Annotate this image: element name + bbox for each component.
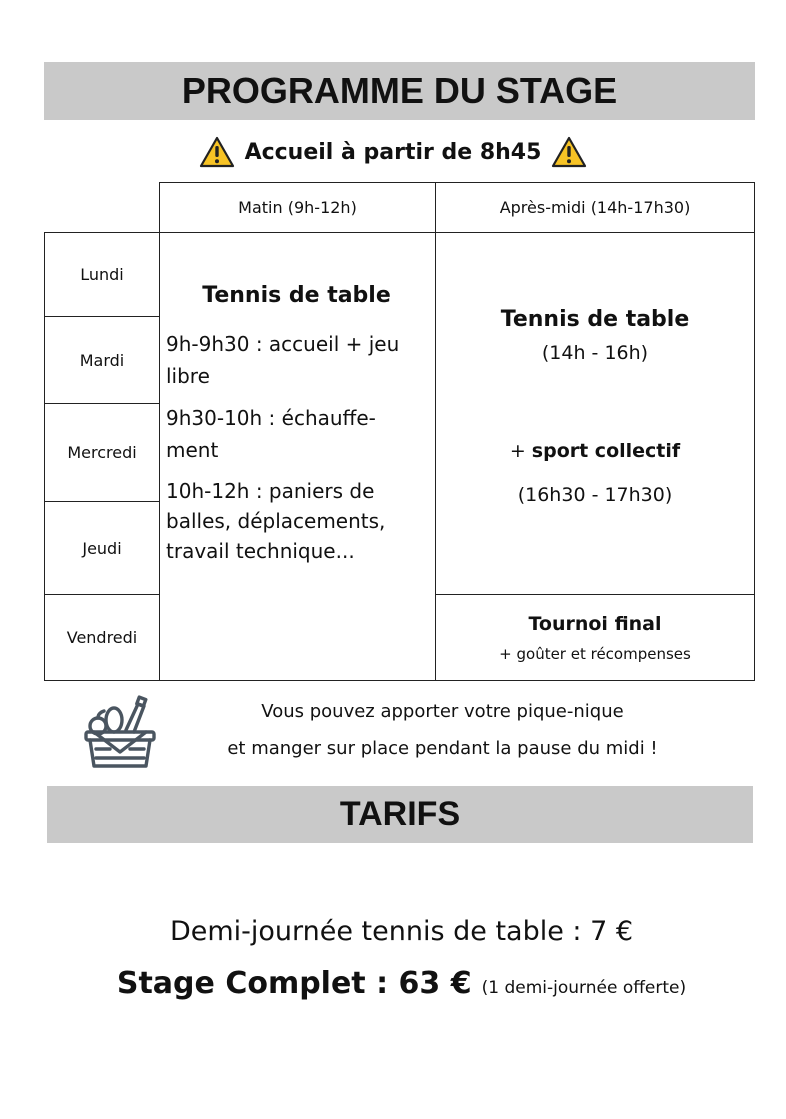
- accueil-text: Accueil à partir de 8h45: [244, 139, 542, 165]
- sport-label: sport collectif: [531, 440, 681, 462]
- apres-midi-sport: [510, 440, 680, 462]
- column-header-apres-midi: [435, 182, 755, 233]
- column-header-label: Matin (9h-12h): [238, 198, 357, 217]
- tournoi-final-title: Tournoi final: [528, 612, 662, 635]
- apres-midi-title: Tennis de table: [500, 307, 690, 332]
- tarif-demi-journee: Demi-journée tennis de table : 7 €: [169, 916, 634, 947]
- day-mardi: [44, 316, 160, 404]
- day-label: Jeudi: [82, 538, 122, 558]
- apres-midi-activity-cell: [435, 232, 755, 595]
- warning-icon: [551, 136, 587, 168]
- day-label: Lundi: [80, 265, 124, 284]
- matin-line: balles, déplacements,: [166, 509, 386, 533]
- matin-activity-cell: [159, 232, 436, 681]
- sport-prefix: +: [509, 440, 532, 462]
- tarifs-title: TARIFS: [339, 795, 461, 833]
- matin-title: Tennis de table: [202, 283, 391, 308]
- matin-line: travail technique...: [166, 539, 355, 563]
- tarifs-banner: [47, 786, 753, 843]
- matin-line: ment: [166, 438, 219, 462]
- apres-midi-sport-time: (16h30 - 17h30): [517, 484, 673, 506]
- picnic-line-2: et manger sur place pendant la pause du midi !: [227, 738, 658, 759]
- day-jeudi: [44, 501, 160, 595]
- warning-icon: [199, 136, 235, 168]
- matin-line: 9h30-10h : échauffe-: [166, 406, 376, 430]
- programme-banner: [44, 62, 755, 120]
- tournoi-final-cell: [435, 594, 755, 681]
- day-mercredi: [44, 403, 160, 502]
- picnic-line-1: Vous pouvez apporter votre pique-nique: [261, 701, 624, 722]
- stage-complet-price: Stage Complet : 63 €: [116, 966, 472, 1001]
- day-label: Mardi: [79, 350, 125, 370]
- tournoi-final-subtitle: + goûter et récompenses: [499, 644, 691, 663]
- matin-line: 10h-12h : paniers de: [166, 479, 375, 503]
- matin-line: libre: [166, 364, 210, 388]
- apres-midi-time: (14h - 16h): [541, 342, 649, 364]
- day-vendredi: [44, 594, 160, 681]
- column-header-matin: [159, 182, 436, 233]
- stage-complet-note: (1 demi-journée offerte): [481, 978, 687, 998]
- page-title: PROGRAMME DU STAGE: [181, 70, 618, 111]
- accueil-notice: [0, 132, 786, 172]
- day-label: Vendredi: [66, 628, 138, 647]
- tarif-stage-complet: [0, 966, 786, 1001]
- day-label: Mercredi: [67, 443, 137, 462]
- matin-line: 9h-9h30 : accueil + jeu: [166, 332, 400, 356]
- picnic-basket-icon: [80, 692, 160, 772]
- day-lundi: [44, 232, 160, 317]
- column-header-label: Après-midi (14h-17h30): [499, 198, 691, 217]
